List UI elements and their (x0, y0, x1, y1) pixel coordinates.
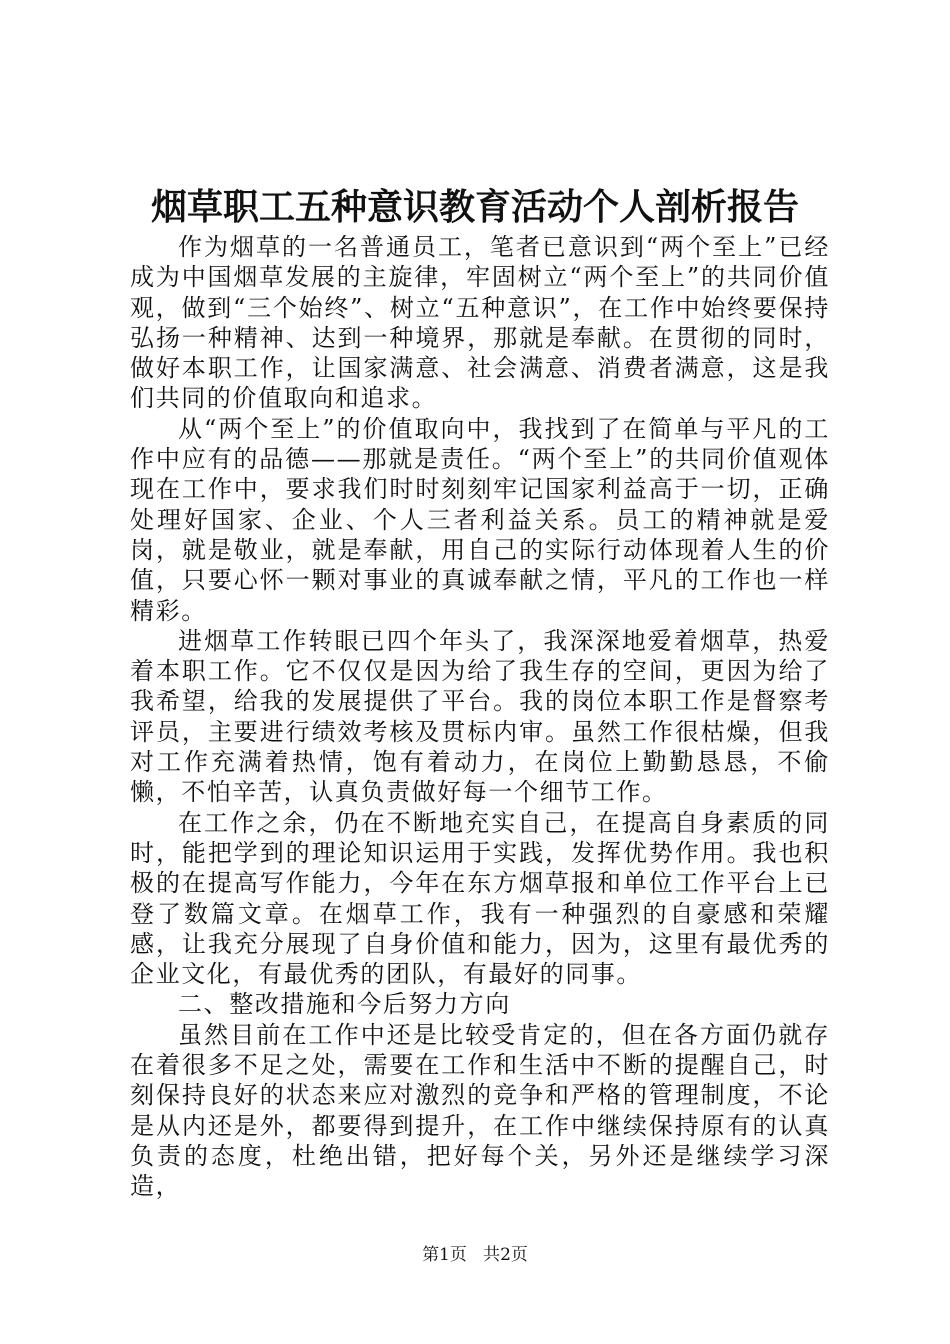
paragraph: 虽然目前在工作中还是比较受肯定的，但在各方面仍就存在着很多不足之处，需要在工作和生活中不断的提醒自己，时刻保持良好的状态来应对激烈的竞争和严格的管理制度，不论是从内还是外，都要得到提升，在工作中继续保持原有的认真负责的态度，杜绝出错，把好每个关，另外还是继续学习深造， (130, 1020, 830, 1201)
document-body (130, 232, 830, 1202)
page-footer (0, 1243, 950, 1267)
paragraph: 在工作之余，仍在不断地充实自己，在提高自身素质的同时，能把学到的理论知识运用于实践，发挥优势作用。我也积极的在提高写作能力，今年在东方烟草报和单位工作平台上已登了数篇文章。在烟草工作，我有一种强烈的自豪感和荣耀感，让我充分展现了自身价值和能力，因为，这里有最优秀的企业文化，有最优秀的团队，有最好的同事。 (130, 808, 830, 989)
page-total: 共2页 (483, 1245, 528, 1265)
page-number: 第1页 (422, 1245, 467, 1265)
page-separator (472, 1245, 477, 1265)
paragraph: 从“两个至上”的价值取向中，我找到了在简单与平凡的工作中应有的品德——那就是责任。“两个至上”的共同价值观体现在工作中，要求我们时时刻刻牢记国家利益高于一切，正确处理好国家、企业、个人三者利益关系。员工的精神就是爱岗，就是敬业，就是奉献，用自己的实际行动体现着人生的价值，只要心怀一颗对事业的真诚奉献之情，平凡的工作也一样精彩。 (130, 414, 830, 625)
paragraph: 进烟草工作转眼已四个年头了，我深深地爱着烟草，热爱着本职工作。它不仅仅是因为给了我生存的空间，更因为给了我希望，给我的发展提供了平台。我的岗位本职工作是督察考评员，主要进行绩效考核及贯标内审。虽然工作很枯燥，但我对工作充满着热情，饱有着动力，在岗位上勤勤恳恳，不偷懒，不怕辛苦，认真负责做好每一个细节工作。 (130, 626, 830, 807)
paragraph: 作为烟草的一名普通员工，笔者已意识到“两个至上”已经成为中国烟草发展的主旋律，牢固树立“两个至上”的共同价值观，做到“三个始终”、树立“五种意识”，在工作中始终要保持弘扬一种精神、达到一种境界，那就是奉献。在贯彻的同时，做好本职工作，让国家满意、社会满意、消费者满意，这是我们共同的价值取向和追求。 (130, 233, 830, 413)
section-heading: 二、整改措施和今后努力方向 (178, 990, 511, 1019)
document-title: 烟草职工五种意识教育活动个人剖析报告 (150, 186, 799, 228)
